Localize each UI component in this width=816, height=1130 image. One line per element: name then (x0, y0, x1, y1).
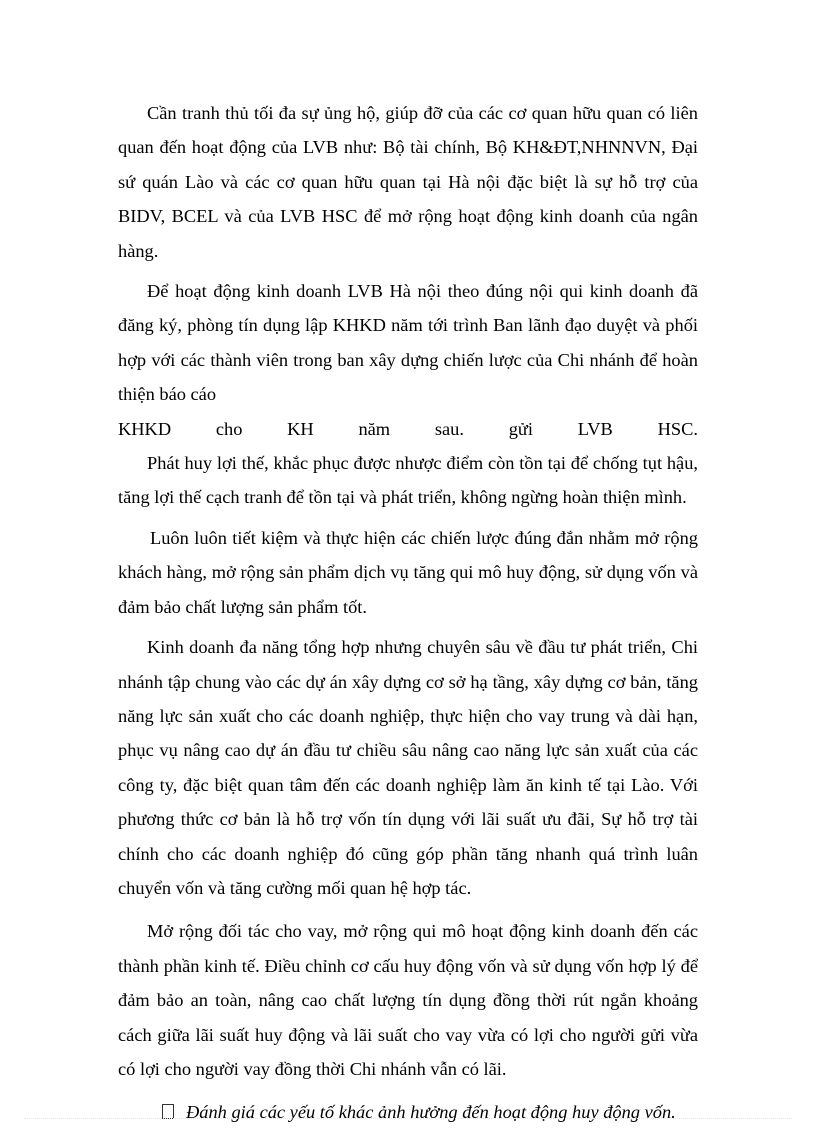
paragraph-support: Cần tranh thủ tối đa sự ủng hộ, giúp đỡ của các cơ quan hữu quan có liên quan đến hoạt động của LVB như: Bộ tài chính, Bộ KH&ĐT,NHNNVN, Đại sứ quán Lào và các cơ quan hữu quan tại Hà nội đặc biệt là sự hỗ trợ của BIDV, BCEL và của LVB HSC để mở rộng hoạt động kinh doanh của ngân hàng. (118, 103, 698, 261)
word: sau. (434, 418, 464, 439)
bullet-item (118, 1095, 698, 1129)
word: KH (287, 418, 314, 439)
word: năm (358, 418, 391, 439)
paragraph-savings: Luôn luôn tiết kiệm và thực hiện các chiến lược đúng đắn nhằm mở rộng khách hàng, mở rộng sản phẩm dịch vụ tăng qui mô huy động, sử dụng vốn và đảm bảo chất lượng sản phẩm tốt. (118, 527, 698, 617)
word: HSC. (657, 418, 698, 439)
bullet-text: Đánh giá các yếu tố khác ảnh hưởng đến hoạt động huy động vốn. (186, 1102, 676, 1123)
document-body (118, 96, 698, 1130)
word: gửi (508, 418, 533, 439)
word: KHKD (118, 418, 172, 439)
paragraph-business-plan-last-line (118, 412, 698, 446)
paragraph-business-plan: Để hoạt động kinh doanh LVB Hà nội theo đúng nội qui kinh doanh đã đăng ký, phòng tín dụng lập KHKD năm tới trình Ban lãnh đạo duyệt và phối hợp với các thành viên trong ban xây dựng chiến lược của Chi nhánh để hoàn thiện báo cáo (118, 281, 698, 405)
page-bottom-divider (24, 1118, 792, 1119)
paragraph-diversified-business: Kinh doanh đa năng tổng hợp nhưng chuyên sâu về đầu tư phát triển, Chi nhánh tập chung vào các dự án xây dựng cơ sở hạ tầng, xây dựng cơ bản, tăng năng lực sản xuất cho các doanh nghiệp, thực hiện cho vay trung và dài hạn, phục vụ nâng cao dự án đầu tư chiều sâu nâng cao năng lực sản xuất của các công ty, đặc biệt quan tâm đến các doanh nghiệp làm ăn kinh tế tại Lào. Với phương thức cơ bản là hỗ trợ vốn tín dụng với lãi suất ưu đãi, Sự hỗ trợ tài chính cho các doanh nghiệp đó cũng góp phần tăng nhanh quá trình luân chuyển vốn và tăng cường mối quan hệ hợp tác. (118, 637, 698, 898)
paragraph-expand-partners: Mở rộng đối tác cho vay, mở rộng qui mô hoạt động kinh doanh đến các thành phần kinh tế. Điều chỉnh cơ cấu huy động vốn và sử dụng vốn hợp lý để đảm bảo an toàn, nâng cao chất lượng tín dụng đồng thời rút ngắn khoảng cách giữa lãi suất huy động và lãi suất cho vay vừa có lợi cho người gửi vừa có lợi cho người vay đồng thời Chi nhánh vẫn có lãi. (118, 921, 698, 1079)
word: cho (215, 418, 243, 439)
word: LVB (577, 418, 613, 439)
paragraph-advantage: Phát huy lợi thế, khắc phục được nhược điểm còn tồn tại để chống tụt hậu, tăng lợi thế cạch tranh để tồn tại và phát triển, không ngừng hoàn thiện mình. (118, 453, 698, 508)
